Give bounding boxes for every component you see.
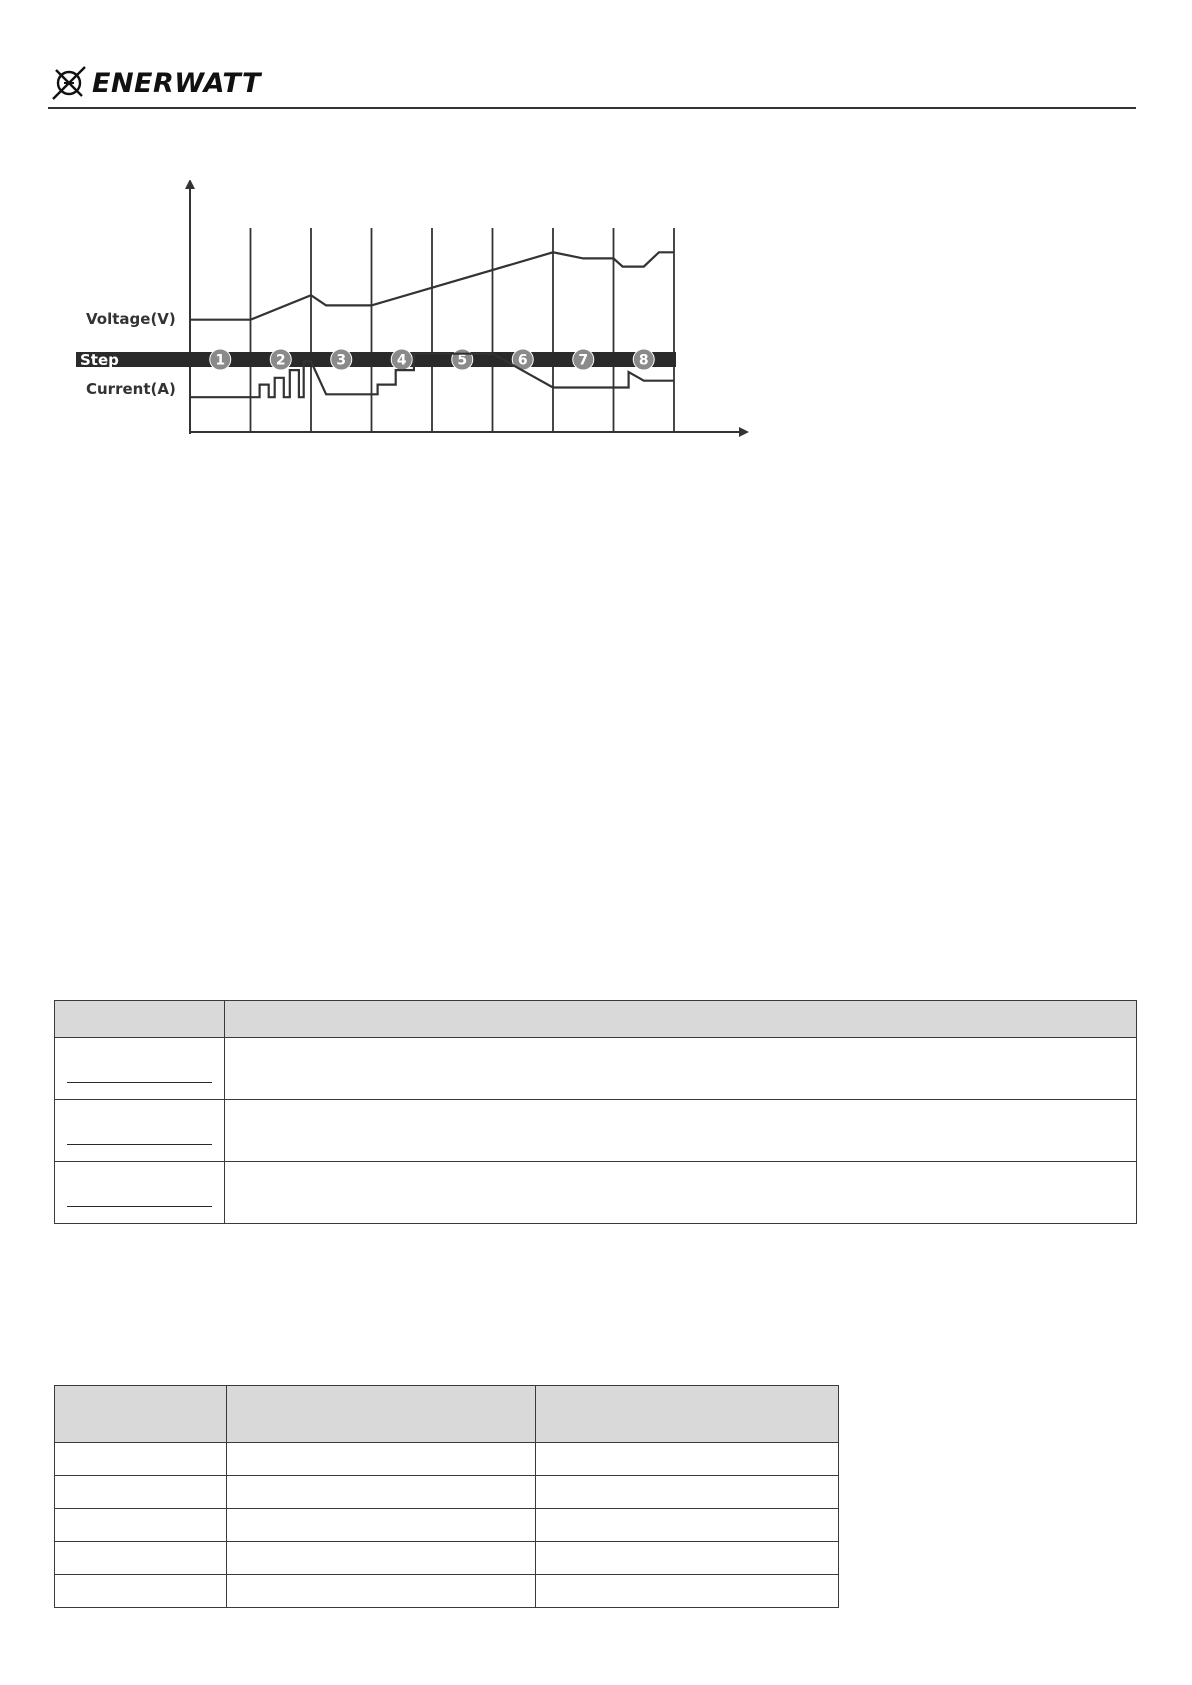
table-row (55, 1038, 1137, 1100)
step-number: 1 (215, 352, 226, 369)
brand (48, 62, 261, 104)
step-number: 8 (638, 352, 649, 369)
table-row (55, 1575, 839, 1608)
step-number: 5 (457, 352, 468, 369)
step-number: 7 (578, 352, 589, 369)
table-cell (227, 1542, 536, 1575)
table-row (55, 1162, 1137, 1224)
table-cell (227, 1443, 536, 1476)
settings-table-header (55, 1386, 839, 1443)
step-number: 2 (275, 352, 286, 369)
step-number: 4 (396, 352, 407, 369)
step-number: 6 (517, 352, 528, 369)
underline-mark (67, 1144, 212, 1145)
voltage-axis-label: Voltage(V) (86, 310, 176, 328)
step-label: Step (80, 351, 119, 369)
info-table-header-cell (225, 1001, 1137, 1038)
info-table (54, 1000, 1137, 1224)
table-cell (55, 1509, 227, 1542)
table-cell (536, 1542, 839, 1575)
info-table-header (55, 1001, 1137, 1038)
table-cell (227, 1509, 536, 1542)
settings-table-header-cell (55, 1386, 227, 1443)
underline-mark (67, 1082, 212, 1083)
underline-mark (67, 1206, 212, 1207)
brand-name: ENERWATT (92, 67, 261, 99)
table-cell (55, 1162, 225, 1224)
table-row (55, 1476, 839, 1509)
current-axis-label: Current(A) (86, 380, 176, 398)
page-header (48, 62, 1136, 108)
table-cell (55, 1100, 225, 1162)
table-cell (225, 1162, 1137, 1224)
info-table-header-cell (55, 1001, 225, 1038)
table-cell (536, 1476, 839, 1509)
charging-stage-chart (76, 180, 766, 450)
table-row (55, 1100, 1137, 1162)
table-cell (536, 1443, 839, 1476)
step-number: 3 (336, 352, 347, 369)
header-divider (48, 107, 1136, 109)
settings-table (54, 1385, 839, 1608)
table-cell (55, 1443, 227, 1476)
table-cell (55, 1476, 227, 1509)
crossed-bolt-icon (48, 62, 90, 104)
table-cell (225, 1100, 1137, 1162)
table-cell (55, 1542, 227, 1575)
table-cell (225, 1038, 1137, 1100)
settings-table-header-cell (536, 1386, 839, 1443)
settings-table-header-cell (227, 1386, 536, 1443)
table-cell (55, 1038, 225, 1100)
table-row (55, 1509, 839, 1542)
table-cell (536, 1509, 839, 1542)
table-row (55, 1443, 839, 1476)
table-cell (536, 1575, 839, 1608)
table-row (55, 1542, 839, 1575)
table-cell (55, 1575, 227, 1608)
table-cell (227, 1575, 536, 1608)
table-cell (227, 1476, 536, 1509)
charging-chart-svg (76, 180, 766, 450)
